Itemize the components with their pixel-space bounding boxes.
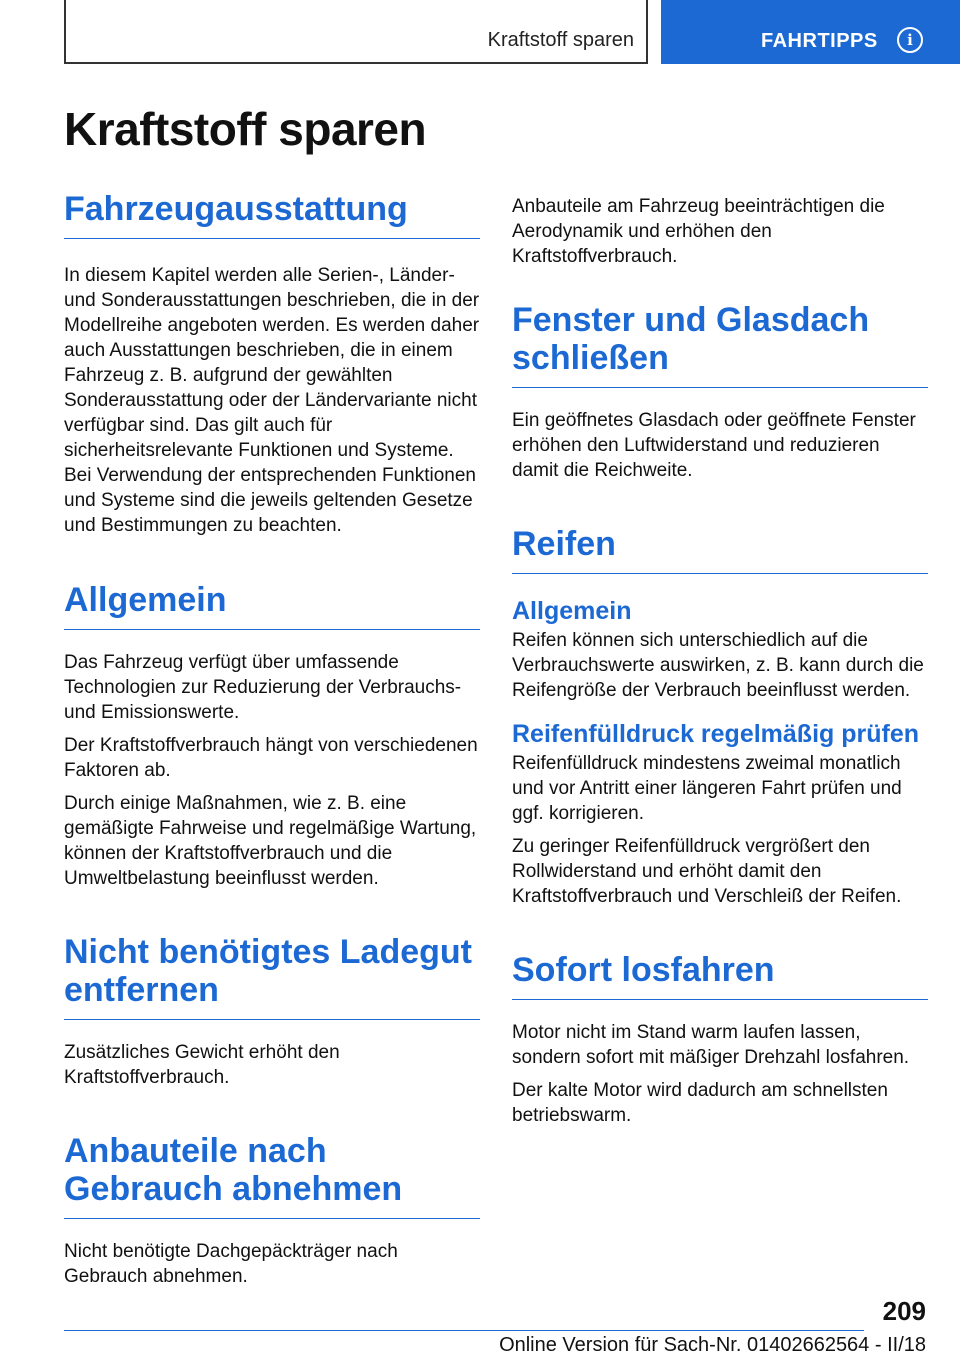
paragraph-reifenfuelldruck-2: Zu geringer Reifenfülldruck vergrößert den Rollwiderstand und erhöht damit den Kraftstoffverbrauch und Verschleiß der Reifen. [512, 836, 902, 907]
heading-allgemein: Allgemein [64, 581, 480, 630]
paragraph-ladegut: Zusätzliches Gewicht erhöht den Kraftstoffverbrauch. [64, 1042, 340, 1088]
paragraph-fahrzeugausstattung: In diesem Kapitel werden alle Serien-, Länder- und Sonderausstattungen beschrieben, die in der Modellreihe angeboten werden. Es werden daher auch Ausstattungen beschrieben, die in einem Fahrzeug z. B. aufgrund der gewählten Sonderausstattung oder der Ländervariante nicht verfügbar sind. Das gilt auch für sicherheitsrelevante Funktionen und Systeme. Bei Verwendung der entsprechenden Funktionen und Systeme sind die jeweils geltenden Gesetze und Bestimmungen zu beachten. [64, 265, 480, 536]
paragraph-reifen-allgemein: Reifen können sich unterschiedlich auf die Verbrauchswerte auswirken, z. B. kann durch die Reifengröße der Verbrauch beeinflusst werden. [512, 630, 924, 701]
page-title: Kraftstoff sparen [64, 103, 427, 155]
paragraph-reifenfuelldruck-1: Reifenfülldruck mindestens zweimal monatlich und vor Antritt einer längeren Fahrt prüfen und ggf. korrigieren. [512, 753, 902, 824]
paragraph-allgemein-2: Der Kraftstoffverbrauch hängt von verschiedenen Faktoren ab. [64, 735, 478, 781]
page-number: 209 [882, 1296, 926, 1326]
paragraph-fenster: Ein geöffnetes Glasdach oder geöffnete Fenster erhöhen den Luftwiderstand und reduzieren damit die Reichweite. [512, 410, 916, 481]
paragraph-sofort-1: Motor nicht im Stand warm laufen lassen, sondern sofort mit mäßiger Drehzahl losfahren. [512, 1022, 910, 1068]
footer-divider [64, 1330, 864, 1331]
subheading-reifen-allgemein: Allgemein [512, 597, 632, 625]
info-icon[interactable]: i [897, 27, 923, 53]
paragraph-anbauteile-continued: Anbauteile am Fahrzeug beeinträchtigen die Aerodynamik und erhöhen den Kraftstoffverbrauch. [512, 196, 885, 267]
header-chapter-title: Kraftstoff sparen [487, 29, 634, 51]
header-section-label: FAHRTIPPS [761, 30, 878, 52]
paragraph-sofort-2: Der kalte Motor wird dadurch am schnellsten betriebswarm. [512, 1080, 888, 1126]
right-column [512, 190, 928, 1128]
paragraph-anbauteile: Nicht benötigte Dachgepäckträger nach Gebrauch abnehmen. [64, 1241, 398, 1287]
subheading-reifenfuelldruck: Reifenfülldruck regelmäßig prüfen [512, 720, 920, 748]
header-chapter-box [64, 0, 648, 64]
online-version-note: Online Version für Sach-Nr. 01402662564 - II/18 [499, 1334, 926, 1356]
paragraph-allgemein-1: Das Fahrzeug verfügt über umfassende Technologien zur Reduzierung der Verbrauchs- und Emissionswerte. [64, 652, 462, 723]
heading-fenster: Fenster und Glasdach schließen [512, 301, 928, 388]
paragraph-allgemein-3: Durch einige Maßnahmen, wie z. B. eine gemäßigte Fahrweise und regelmäßige Wartung, können der Kraftstoffverbrauch und die Umweltbelastung beeinflusst werden. [64, 793, 477, 889]
left-column [64, 190, 480, 1289]
heading-sofort-losfahren: Sofort losfahren [512, 951, 928, 1000]
heading-reifen: Reifen [512, 525, 928, 574]
heading-ladegut: Nicht benötigtes Ladegut entfernen [64, 933, 480, 1020]
heading-fahrzeugausstattung: Fahrzeugausstattung [64, 190, 480, 239]
heading-anbauteile: Anbauteile nach Gebrauch abnehmen [64, 1132, 480, 1219]
header-section-box[interactable] [661, 0, 960, 64]
